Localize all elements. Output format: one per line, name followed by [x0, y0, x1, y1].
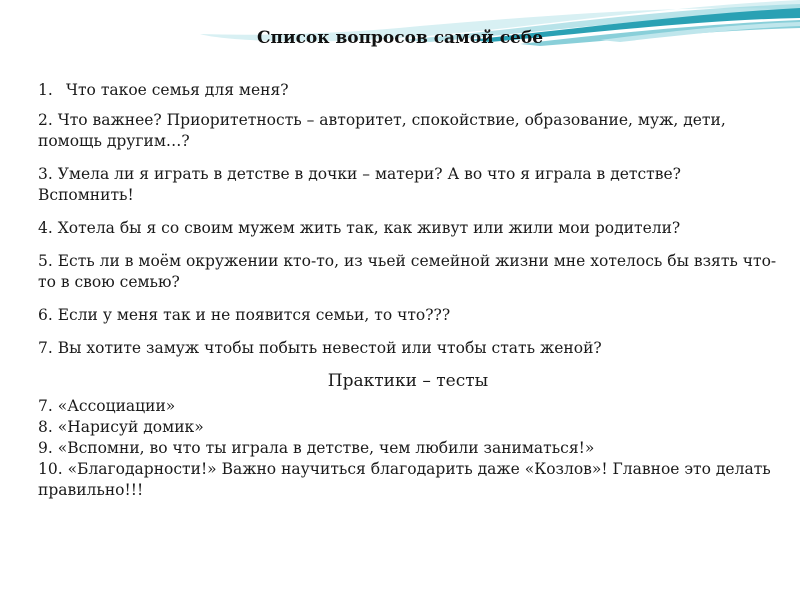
question-item-6: 6. Если у меня так и не появится семьи, то что???: [38, 306, 451, 324]
practices-heading: Практики – тесты: [327, 371, 489, 391]
practice-item-9: 9. «Вспомни, во что ты играла в детстве, чем любили заниматься!»: [38, 439, 595, 457]
slide-title: Список вопросов самой себе: [256, 28, 544, 48]
question-item-4: 4. Хотела бы я со своим мужем жить так, как живут или жили мои родители?: [38, 219, 681, 237]
question-item-5: 5. Есть ли в моём окружении кто-то, из чьей семейной жизни мне хотелось бы взять что-то в свою семью?: [38, 252, 777, 291]
question-item-2: 2. Что важнее? Приоритетность – авторитет, спокойствие, образование, муж, дети, помощь другим…?: [38, 111, 726, 150]
question-item-3: 3. Умела ли я играть в детстве в дочки – матери? А во что я играла в детстве? Вспомнить!: [38, 165, 681, 204]
practice-item-8: 8. «Нарисуй домик»: [38, 418, 204, 436]
practice-item-7: 7. «Ассоциации»: [38, 397, 176, 415]
practice-item-10: 10. «Благодарности!» Важно научиться благодарить даже «Козлов»! Главное это делать правильно!!!: [38, 460, 771, 499]
slide-content: [38, 80, 778, 501]
question-number-1: 1.: [38, 81, 53, 99]
question-text-1: Что такое семья для меня?: [66, 81, 289, 99]
question-item-7: 7. Вы хотите замуж чтобы побыть невестой или чтобы стать женой?: [38, 339, 602, 357]
question-item-1: [38, 80, 778, 101]
